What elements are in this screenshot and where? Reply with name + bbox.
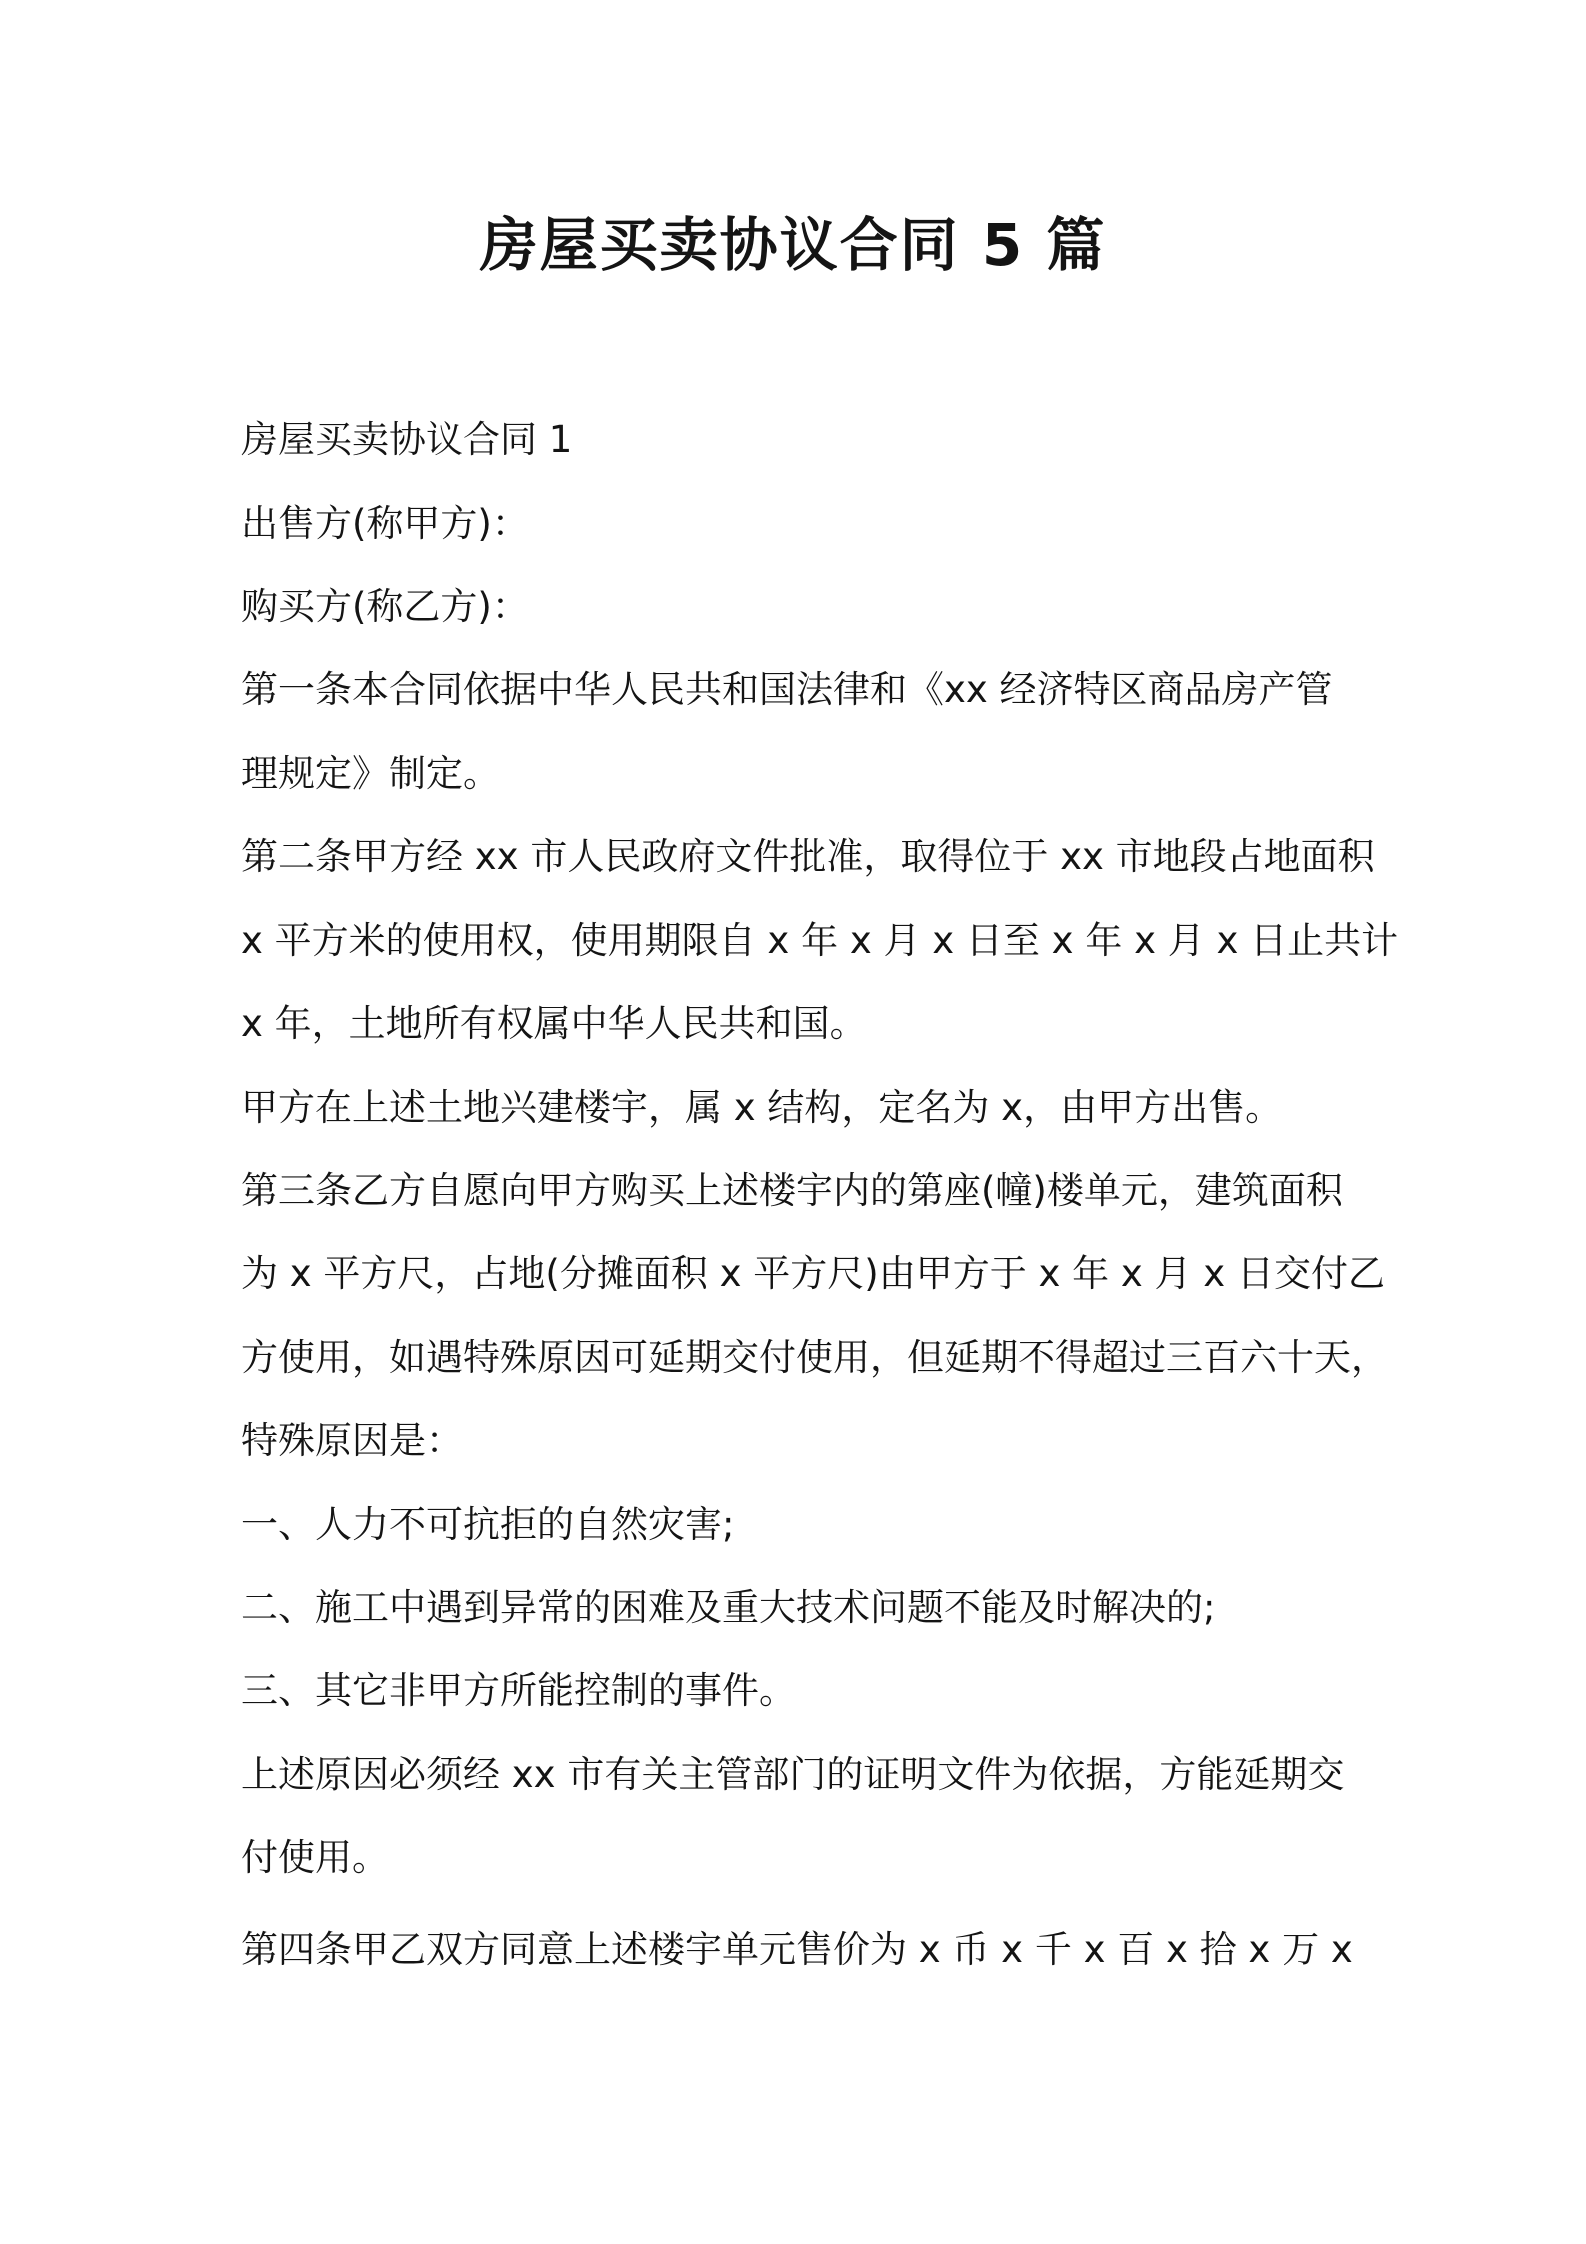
list-item-2: 二、施工中遇到异常的困难及重大技术问题不能及时解决的; — [241, 1586, 1216, 1629]
article-3-line-2: 为 x 平方尺，占地(分摊面积 x 平方尺)由甲方于 x 年 x 月 x 日交付乙 — [241, 1252, 1385, 1295]
article-4-line-1: 第四条甲乙双方同意上述楼宇单元售价为 x 币 x 千 x 百 x 拾 x 万 x — [241, 1928, 1353, 1971]
section-heading: 房屋买卖协议合同 1 — [241, 418, 573, 461]
article-2-line-3: x 年，土地所有权属中华人民共和国。 — [241, 1002, 867, 1045]
article-3-line-4: 特殊原因是： — [241, 1419, 463, 1462]
document-title: 房屋买卖协议合同 5 篇 — [479, 211, 1107, 279]
article-2-line-2: x 平方米的使用权，使用期限自 x 年 x 月 x 日至 x 年 x 月 x 日止共计 — [241, 919, 1399, 962]
paragraph-line: 付使用。 — [241, 1836, 389, 1879]
paragraph-line: 上述原因必须经 xx 市有关主管部门的证明文件为依据，方能延期交 — [241, 1753, 1345, 1796]
list-item-3: 三、其它非甲方所能控制的事件。 — [241, 1669, 796, 1712]
article-3-line-3: 方使用，如遇特殊原因可延期交付使用，但延期不得超过三百六十天， — [241, 1336, 1388, 1379]
buyer-line: 购买方(称乙方)： — [241, 585, 529, 628]
article-1-line-1: 第一条本合同依据中华人民共和国法律和《xx 经济特区商品房产管 — [241, 668, 1333, 711]
article-2-line-1: 第二条甲方经 xx 市人民政府文件批准，取得位于 xx 市地段占地面积 — [241, 835, 1375, 878]
article-1-line-2: 理规定》制定。 — [241, 752, 500, 795]
paragraph-line: 甲方在上述土地兴建楼宇，属 x 结构，定名为 x，由甲方出售。 — [241, 1086, 1283, 1129]
list-item-1: 一、人力不可抗拒的自然灾害; — [241, 1503, 735, 1546]
seller-line: 出售方(称甲方)： — [241, 502, 529, 545]
article-3-line-1: 第三条乙方自愿向甲方购买上述楼宇内的第座(幢)楼单元，建筑面积 — [241, 1169, 1343, 1212]
